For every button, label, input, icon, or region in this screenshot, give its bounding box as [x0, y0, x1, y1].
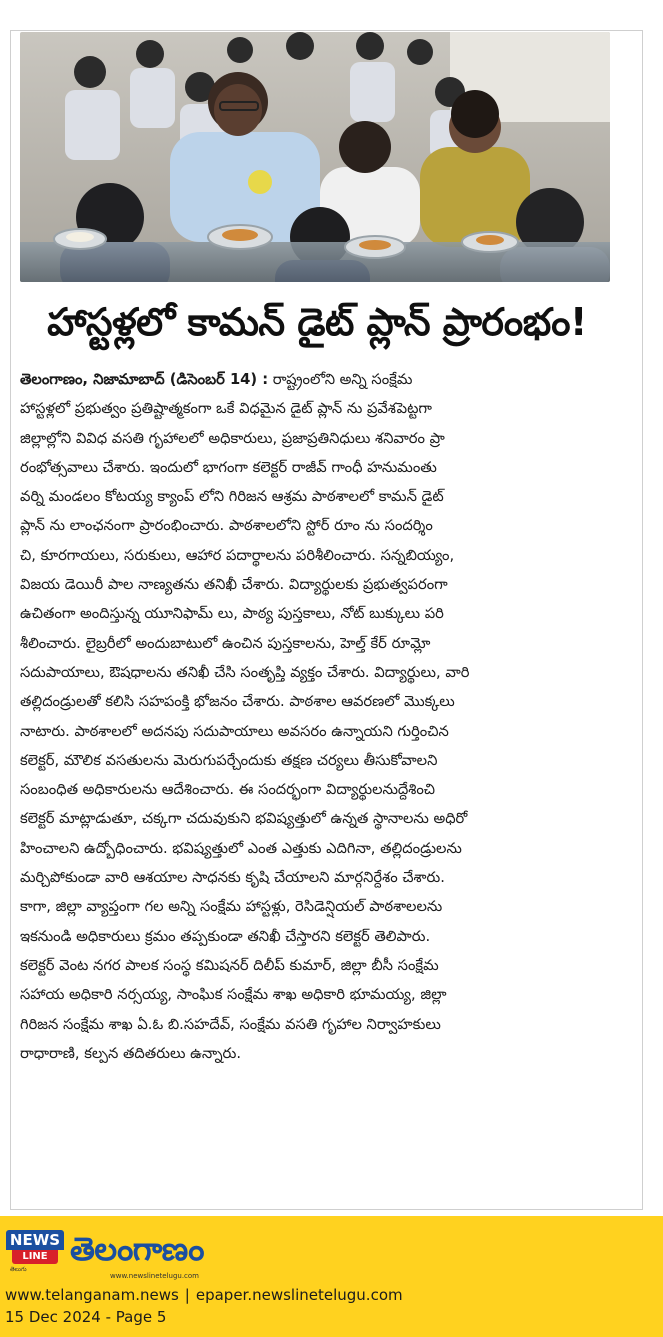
dateline: తెలంగాణం, నిజామాబాద్ (డిసెంబర్ 14) :	[20, 371, 269, 388]
date-page: 15 Dec 2024 - Page 5	[5, 1308, 167, 1326]
article-body	[20, 365, 612, 1068]
article-line-19: కాగా, జిల్లా వ్యాప్తంగా గల అన్ని సంక్షేమ హాస్టళ్లు, రెసిడెన్షియల్ పాఠశాలలను	[20, 898, 443, 916]
article-photo	[20, 32, 610, 282]
article-line-7: చి, కూరగాయలు, సరుకులు, ఆహార పదార్థాలను పరిశీలించారు. సన్నబియ్యం,	[20, 546, 455, 564]
newsline-logo-icon	[6, 1230, 64, 1274]
article-line-9: ఉచితంగా అందిస్తున్న యూనిఫామ్ లు, పాఠ్య పుస్తకాలు, నోట్ బుక్కులు పరి	[20, 605, 444, 623]
article-line-14: కలెక్టర్, మౌలిక వసతులను మెరుగుపర్చేందుకు తక్షణ చర్యలు తీసుకోవాలని	[20, 751, 438, 769]
footer-links	[5, 1284, 403, 1306]
article-line-23: గిరిజన సంక్షేమ శాఖ ఏ.ఓ బి.సహదేవ్, సంక్షేమ వసతి గృహాల నిర్వాహకులు	[20, 1015, 441, 1033]
article-line-2: హాస్టళ్లలో ప్రభుత్వం ప్రతిష్టాత్మకంగా ఒకే విధమైన డైట్ ప్లాన్ ను ప్రవేశపెట్టగా	[20, 400, 432, 418]
news-logo-bottom: LINE	[12, 1250, 58, 1264]
link-separator: |	[184, 1286, 190, 1304]
article-line-13: నాటారు. పాఠశాలలో అదనపు సదుపాయాలు అవసరం ఉన్నాయని గుర్తించిన	[20, 722, 449, 740]
brand-url: www.newslinetelugu.com	[110, 1272, 199, 1280]
news-logo-top: NEWS	[6, 1230, 64, 1250]
article-line-3: జిల్లాల్లోని వివిధ వసతి గృహాలలో అధికారులు, ప్రజాప్రతినిధులు శనివారం ప్రా	[20, 429, 445, 447]
article-line-22: సహాయ అధికారి నర్సయ్య, సాంఘిక సంక్షేమ శాఖ అధికారి భూమయ్య, జిల్లా	[20, 986, 447, 1004]
article-line-8: విజయ డెయిరీ పాల నాణ్యతను తనిఖీ చేశారు. విద్యార్థులకు ప్రభుత్వపరంగా	[20, 576, 448, 594]
epaper-link[interactable]: epaper.newslinetelugu.com	[195, 1286, 403, 1304]
article-line-6: ప్లాన్ ను లాంఛనంగా ప్రారంభించారు. పాఠశాలలోని స్టోర్ రూం ను సందర్శిం	[20, 517, 433, 535]
article-line-16: కలెక్టర్ మాట్లాడుతూ, చక్కగా చదువుకుని భవిష్యత్తులో ఉన్నత స్థానాలను అధిరో	[20, 810, 468, 828]
article-line-5: వర్ని మండలం కోటయ్య క్యాంప్ లోని గిరిజన ఆశ్రమ పాఠశాలలో కామన్ డైట్	[20, 488, 444, 506]
article-line-15: సంబంధిత అధికారులను ఆదేశించారు. ఈ సందర్భంగా విద్యార్థులనుద్దేశించి	[20, 781, 436, 799]
website-link[interactable]: www.telanganam.news	[5, 1286, 179, 1304]
brand-logo-text: తెలంగాణం	[70, 1230, 204, 1268]
article-line-1: తెలంగాణం, నిజామాబాద్ (డిసెంబర్ 14) : రాష్ట్రంలోని అన్ని సంక్షేమ	[20, 371, 413, 388]
article-line-24: రాధారాణి, కల్పన తదితరులు ఉన్నారు.	[20, 1044, 241, 1062]
article-line-20: ఇకనుండి అధికారులు క్రమం తప్పకుండా తనిఖీ చేస్తారని కలెక్టర్ తెలిపారు.	[20, 927, 431, 945]
article-line-4: రంభోత్సవాలు చేశారు. ఇందులో భాగంగా కలెక్టర్ రాజీవ్ గాంధీ హనుమంతు	[20, 458, 437, 476]
students-eating-meal-photo	[20, 32, 610, 282]
headline: హాస్టళ్లలో కామన్ డైట్ ప్లాన్ ప్రారంభం!	[47, 300, 587, 344]
news-logo-small: తెలుగు	[10, 1266, 27, 1273]
article-line-11: సదుపాయాలు, ఔషధాలను తనిఖీ చేసి సంతృప్తి వ్యక్తం చేశారు. విద్యార్థులు, వారి	[20, 663, 470, 681]
article-line-12: తల్లిదండ్రులతో కలిసి సహపంక్తి భోజనం చేశారు. పాఠశాల ఆవరణలో మొక్కలు	[20, 693, 455, 711]
article-line-21: కలెక్టర్ వెంట నగర పాలక సంస్థ కమిషనర్ దిలీప్ కుమార్, జిల్లా బీసీ సంక్షేమ	[20, 956, 439, 974]
article-line-10: శీలించారు. లైబ్రరీలో అందుబాటులో ఉంచిన పుస్తకాలను, హెల్త్ కేర్ రూమ్లో	[20, 634, 431, 652]
article-line-18: మర్చిపోకుండా వారి ఆశయాల సాధనకు కృషి చేయాలని మార్గనిర్దేశం చేశారు.	[20, 869, 445, 887]
article-line-17: హించాలని ఉద్బోధించారు. భవిష్యత్తులో ఎంత ఎత్తుకు ఎదిగినా, తల్లిదండ్రులను	[20, 839, 462, 857]
footer	[0, 1216, 663, 1337]
footer-logo-row	[6, 1224, 406, 1278]
